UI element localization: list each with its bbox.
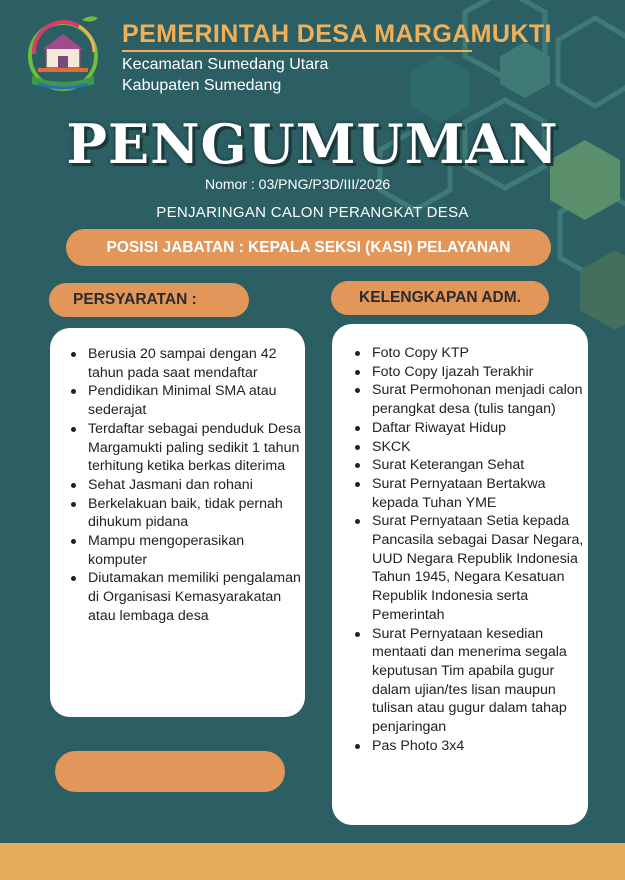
list-item: Daftar Riwayat Hidup xyxy=(353,419,585,438)
list-item: Surat Pernyataan kesedian mentaati dan menerima segala keputusan Tim apabila gugur dalam ujian/tes lisan maupun tulisan atau gugur dalam tahap penjaringan xyxy=(353,625,585,737)
district-name: Kecamatan Sumedang Utara xyxy=(122,56,329,73)
list-item: Surat Pernyataan Setia kepada Pancasila sebagai Dasar Negara, UUD Negara Republik Indonesia Tahun 1945, Negara Kesatuan Republik Indonesia serta Pemerintah xyxy=(353,512,585,624)
documents-card xyxy=(332,324,588,825)
documents-heading: KELENGKAPAN ADM. xyxy=(331,281,549,315)
documents-list xyxy=(353,344,585,755)
bottom-band xyxy=(0,843,625,880)
list-item: SKCK xyxy=(353,438,585,457)
list-item: Berkelakuan baik, tidak pernah dihukum pidana xyxy=(69,495,301,532)
announcement-subject: PENJARINGAN CALON PERANGKAT DESA xyxy=(156,204,469,221)
list-item: Mampu mengoperasikan komputer xyxy=(69,532,301,569)
requirements-card xyxy=(50,328,305,717)
regency-name: Kabupaten Sumedang xyxy=(122,77,282,94)
list-item: Surat Pernyataan Bertakwa kepada Tuhan YME xyxy=(353,475,585,512)
list-item: Diutamakan memiliki pengalaman di Organisasi Kemasyarakatan atau lembaga desa xyxy=(69,569,301,625)
village-logo-icon xyxy=(24,14,102,96)
org-title: PEMERINTAH DESA MARGAMUKTI xyxy=(122,20,552,48)
announcement-number: Nomor : 03/PNG/P3D/III/2026 xyxy=(205,176,391,192)
position-banner: POSISI JABATAN : KEPALA SEKSI (KASI) PELAYANAN xyxy=(66,229,551,266)
list-item: Foto Copy KTP xyxy=(353,344,585,363)
list-item: Pas Photo 3x4 xyxy=(353,737,585,756)
list-item: Surat Permohonan menjadi calon perangkat desa (tulis tangan) xyxy=(353,381,585,418)
list-item: Sehat Jasmani dan rohani xyxy=(69,476,301,495)
requirements-heading: PERSYARATAN : xyxy=(49,283,249,317)
empty-pill xyxy=(55,751,285,792)
list-item: Foto Copy Ijazah Terakhir xyxy=(353,363,585,382)
list-item: Terdaftar sebagai penduduk Desa Margamukti paling sedikit 1 tahun terhitung ketika berkas diterima xyxy=(69,420,301,476)
requirements-list xyxy=(69,345,301,626)
list-item: Surat Keterangan Sehat xyxy=(353,456,585,475)
list-item: Pendidikan Minimal SMA atau sederajat xyxy=(69,382,301,419)
title-underline xyxy=(122,50,472,52)
announcement-title: PENGUMUMAN xyxy=(66,112,559,176)
list-item: Berusia 20 sampai dengan 42 tahun pada saat mendaftar xyxy=(69,345,301,382)
